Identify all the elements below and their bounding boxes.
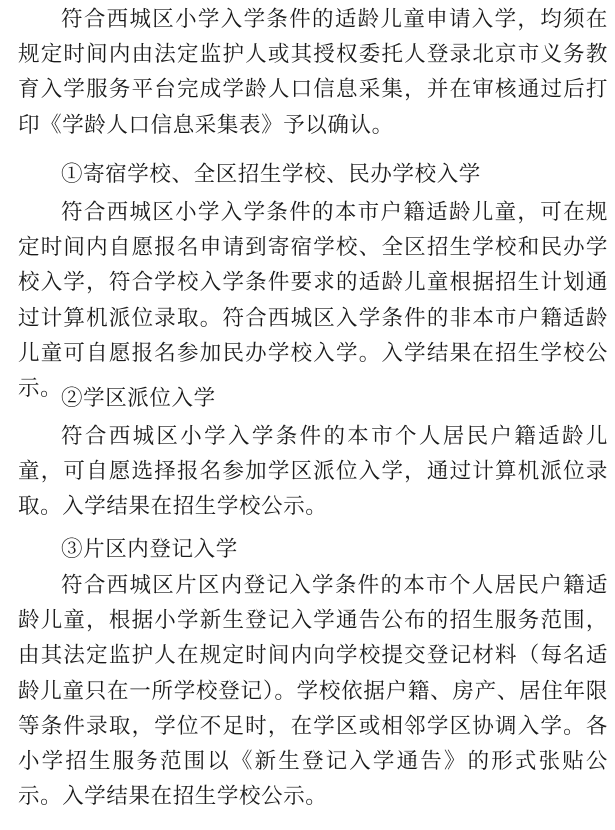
section2-heading: ②学区派位入学: [61, 386, 216, 411]
section3-heading: ③片区内登记入学: [61, 537, 238, 562]
intro-paragraph: 符合西城区小学入学条件的适龄儿童申请入学，均须在规定时间内由法定监护人或其授权委托人登录北京市义务教育入学服务平台完成学龄人口信息采集，并在审核通过后打印《学龄人口信息采集表》予以确认。: [18, 7, 608, 138]
section2-paragraph: 符合西城区小学入学条件的本市个人居民户籍适龄儿童，可自愿选择报名参加学区派位入学，通过计算机派位录取。入学结果在招生学校公示。: [18, 424, 608, 520]
section3-paragraph: 符合西城区片区内登记入学条件的本市个人居民户籍适龄儿童，根据小学新生登记入学通告公布的招生服务范围，由其法定监护人在规定时间内向学校提交登记材料（每名适龄儿童只在一所学校登记）。学校依据户籍、房产、居住年限等条件录取，学位不足时，在学区或相邻学区协调入学。各小学招生服务范围以《新生登记入学通告》的形式张贴公示。入学结果在招生学校公示。: [18, 573, 608, 810]
section1-heading: ①寄宿学校、全区招生学校、民办学校入学: [61, 162, 481, 187]
section1-paragraph: 符合西城区小学入学条件的本市户籍适龄儿童，可在规定时间内自愿报名申请到寄宿学校、全区招生学校和民办学校入学，符合学校入学条件要求的适龄儿童根据招生计划通过计算机派位录取。符合西城区入学条件的非本市户籍适龄儿童可自愿报名参加民办学校入学。入学结果在招生学校公示。: [18, 200, 608, 402]
